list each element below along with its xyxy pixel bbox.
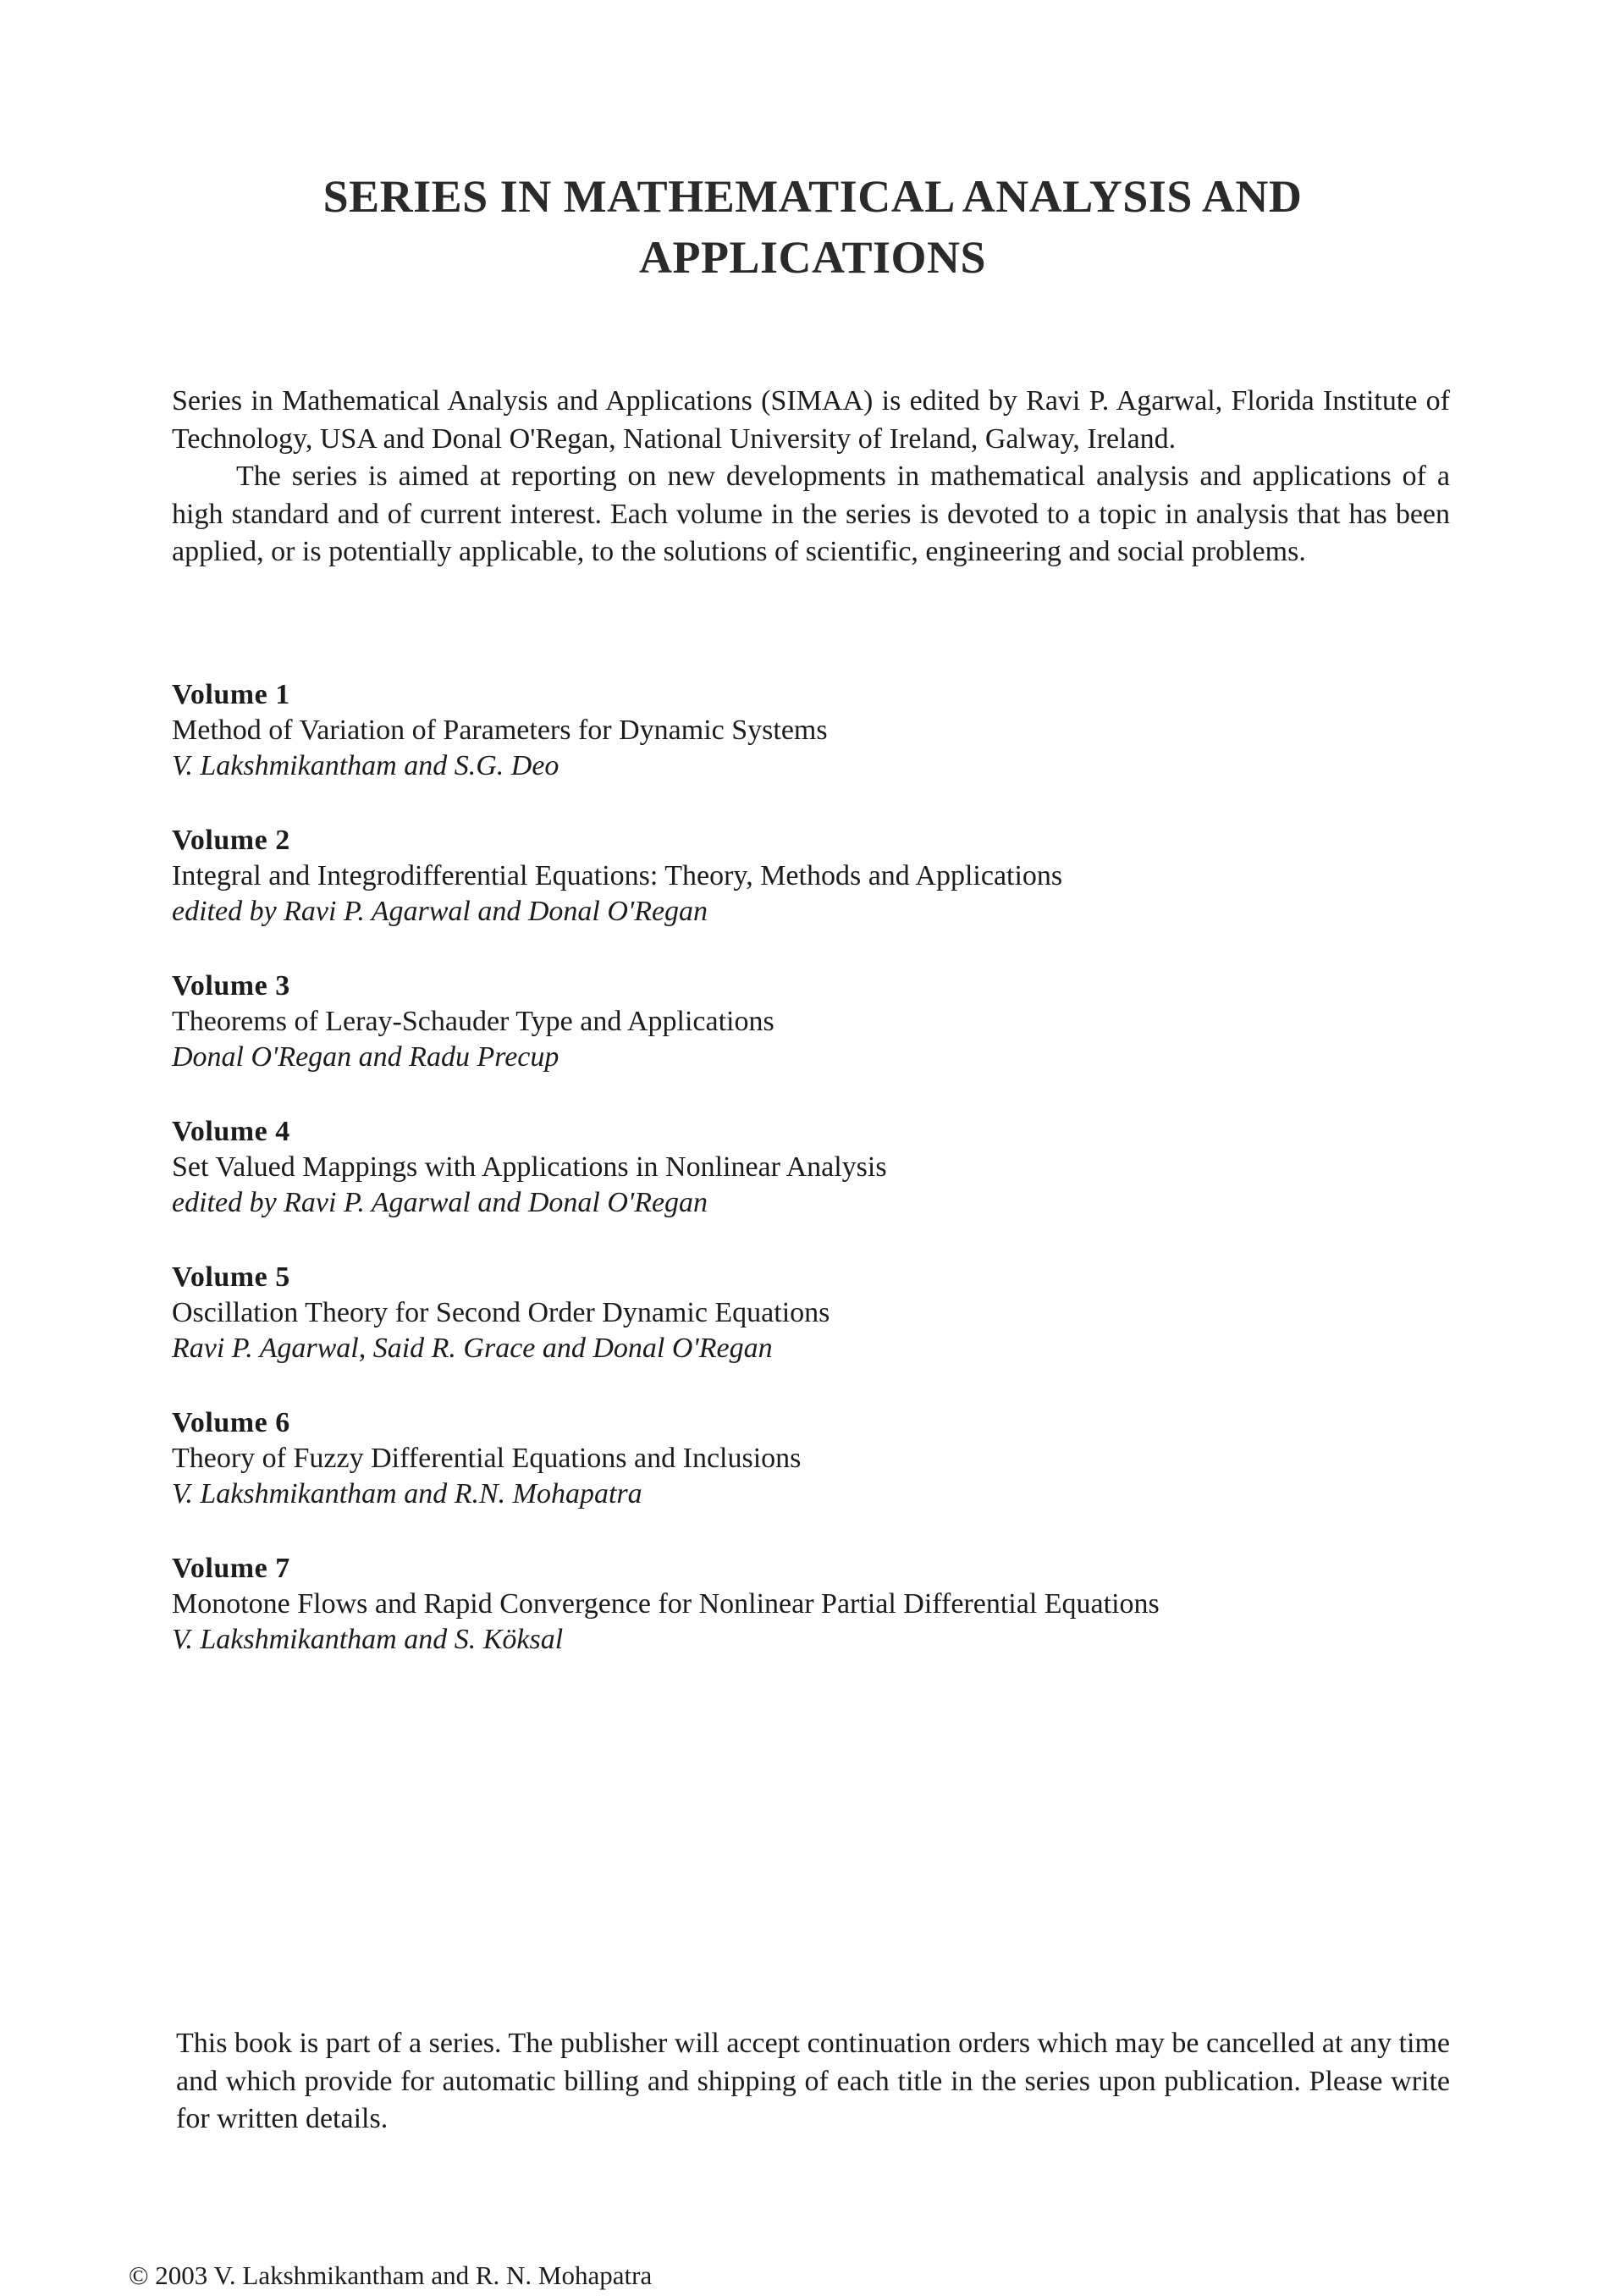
volume-title: Set Valued Mappings with Applications in Nonlinear Analysis — [172, 1151, 887, 1183]
volume-authors: Donal O'Regan and Radu Precup — [172, 1041, 559, 1073]
volume-entry-1 — [172, 677, 1492, 784]
volume-label: Volume 3 — [172, 970, 290, 1002]
volume-label: Volume 5 — [172, 1261, 290, 1293]
volume-entry-3 — [172, 969, 1492, 1075]
volume-authors: V. Lakshmikantham and R.N. Mohapatra — [172, 1478, 642, 1510]
volume-entry-7 — [172, 1551, 1492, 1658]
copyright-notice: © 2003 V. Lakshmikantham and R. N. Mohapatra — [129, 2260, 653, 2290]
volume-label: Volume 6 — [172, 1407, 290, 1438]
volume-authors: Ravi P. Agarwal, Said R. Grace and Donal O'Regan — [172, 1333, 773, 1364]
volume-authors: V. Lakshmikantham and S. Köksal — [172, 1624, 564, 1655]
series-introduction — [172, 383, 1450, 571]
volume-label: Volume 4 — [172, 1116, 290, 1147]
volume-title: Integral and Integrodifferential Equations: Theory, Methods and Applications — [172, 860, 1063, 891]
volume-entry-2 — [172, 823, 1492, 930]
volume-authors: edited by Ravi P. Agarwal and Donal O'Regan — [172, 1187, 708, 1218]
intro-paragraph-editors: Series in Mathematical Analysis and Applications (SIMAA) is edited by Ravi P. Agarwal, Florida Institute of Technology, USA and Donal O'Regan, National University of Ireland, Galway, Ireland. — [172, 385, 1450, 455]
volume-title: Theorems of Leray-Schauder Type and Applications — [172, 1006, 774, 1037]
volume-label: Volume 1 — [172, 679, 290, 710]
intro-paragraph-aims: The series is aimed at reporting on new developments in mathematical analysis and applications of a high standard and of current interest. Each volume in the series is devoted to a topic in analysis that has been applied, or is potentially applicable, to the solutions of scientific, engineering and social problems. — [172, 461, 1450, 567]
page-title-line-2: APPLICATIONS — [638, 232, 987, 283]
page-title-line-1: SERIES IN MATHEMATICAL ANALYSIS AND — [322, 171, 1303, 222]
page-title — [220, 166, 1405, 288]
volume-entry-5 — [172, 1260, 1492, 1366]
series-continuation-note: This book is part of a series. The publisher will accept continuation orders which may be cancelled at any time and which provide for automatic billing and shipping of each title in the series upon publication. Please write for written details. — [176, 2028, 1450, 2134]
volume-label: Volume 2 — [172, 825, 290, 856]
volume-label: Volume 7 — [172, 1553, 290, 1584]
volume-authors: V. Lakshmikantham and S.G. Deo — [172, 750, 559, 781]
volume-title: Method of Variation of Parameters for Dynamic Systems — [172, 715, 828, 746]
volume-authors: edited by Ravi P. Agarwal and Donal O'Regan — [172, 896, 708, 927]
volume-entry-6 — [172, 1405, 1492, 1512]
volume-title: Monotone Flows and Rapid Convergence for Nonlinear Partial Differential Equations — [172, 1588, 1160, 1620]
volume-entry-4 — [172, 1114, 1492, 1221]
volume-title: Theory of Fuzzy Differential Equations and Inclusions — [172, 1443, 802, 1474]
volume-title: Oscillation Theory for Second Order Dynamic Equations — [172, 1297, 830, 1328]
